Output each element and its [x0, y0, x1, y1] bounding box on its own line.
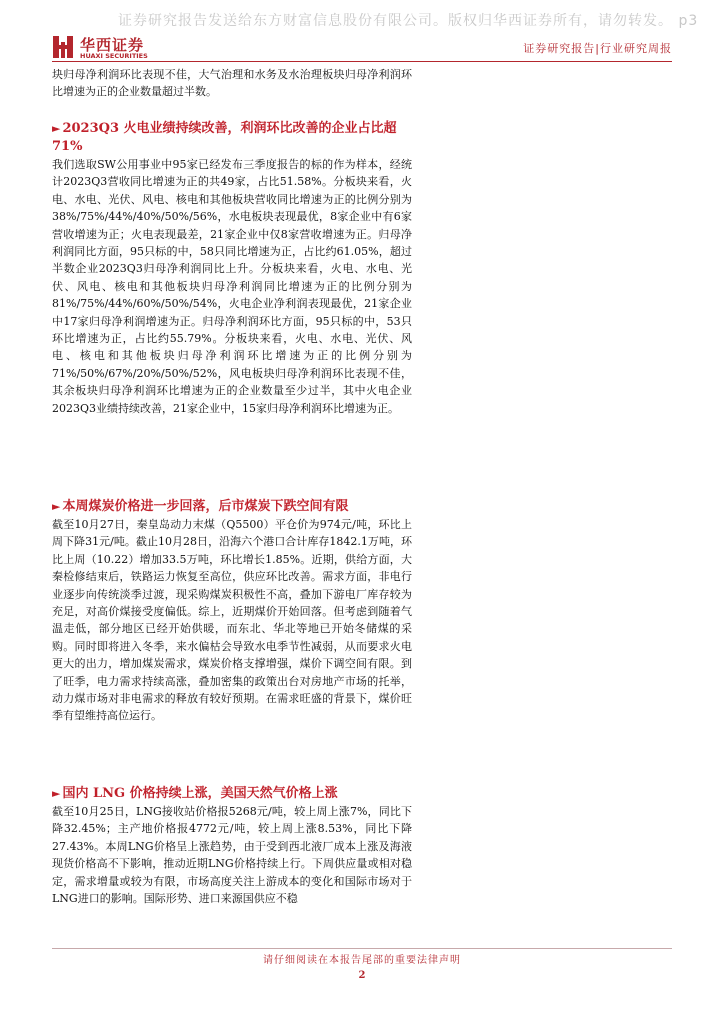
- watermark-text: 证券研究报告发送给东方财富信息股份有限公司。版权归华西证券所有，请勿转发。 p3: [118, 13, 699, 29]
- report-type-label: 证券研究报告|行业研究周报: [523, 42, 672, 55]
- company-logo: [52, 34, 182, 62]
- section-body: 截至10月25日，LNG接收站价格报5268元/吨，较上周上涨7%，同比下降32.45%；主产地价格报4772元/吨，较上周上涨8.53%，同比下降27.43%。本周LNG价格呈上涨趋势，由于受到西北液厂成本上涨及海液现货价格高不下影响，推动近期LNG价格持续上行。下周供应量或相对稳定，需求增量或较为有限，市场高度关注上游成本的变化和国际市场对于LNG进口的影响。国际形势、进口来源国供应不稳: [52, 805, 412, 906]
- section-coal-price: [52, 498, 412, 725]
- section-heading: [52, 498, 412, 516]
- section-body: 截至10月27日，秦皇岛动力末煤（Q5500）平仓价为974元/吨，环比上周下降31元/吨。截止10月28日，沿海六个港口合计库存1842.1万吨，环比上周（10.22）增加33.5万吨，环比增长1.85%。近期，供给方面，大秦检修结束后，铁路运力恢复至高位，供应环比改善。需求方面，非电行业逐步向传统淡季过渡，现采购煤炭积极性不高，叠加下游电厂库存较为充足，对高价煤接受度偏低。综上，近期煤价开始回落。但考虑到随着气温走低，部分地区已经开始供暖，而东北、华北等地已开始冬储煤的采购。同时即将进入冬季，来水偏枯会导致水电季节性减弱，从而要求火电更大的出力，增加煤炭需求，煤炭价格支撑增强，煤价下调空间有限。到了旺季，电力需求持续高涨，叠加密集的政策出台对房地产市场的托举，动力煤市场对非电需求的释放有较好预期。在需求旺盛的背景下，煤价旺季有望维持高位运行。: [52, 518, 412, 723]
- section-lng-price: [52, 785, 412, 907]
- section-heading-text: 2023Q3 火电业绩持续改善，利润环比改善的企业占比超 71%: [52, 121, 397, 154]
- header-divider: [52, 61, 672, 62]
- section-heading-text: 国内 LNG 价格持续上涨，美国天然气价格上涨: [62, 786, 338, 801]
- legal-disclaimer: 请仔细阅读在本报告尾部的重要法律声明: [263, 955, 461, 966]
- section-power-results: [52, 120, 412, 417]
- triangle-bullet-icon: ►: [52, 787, 61, 800]
- section-heading: [52, 785, 412, 803]
- logo-text-en: HUAXI SECURITIES: [80, 52, 148, 60]
- triangle-bullet-icon: ►: [52, 500, 61, 513]
- triangle-bullet-icon: ►: [52, 122, 61, 135]
- huaxi-logo-icon: [52, 34, 74, 60]
- intro-paragraph-block: [52, 66, 412, 101]
- section-body: 我们选取SW公用事业中95家已经发布三季度报告的标的作为样本，经统计2023Q3营收同比增速为正的共49家，占比51.58%。分板块来看，火电、水电、光伏、风电、核电和其他板块营收同比增速为正的比例分别为38%/75%/44%/40%/50%/56%，水电板块表现最优，8家企业中有6家营收增速为正；火电表现最差，21家企业中仅8家营收增速为正。归母净利润同比方面，95只标的中，58只同比增速为正，占比约61.05%，超过半数企业2023Q3归母净利润同比上升。分板块来看，火电、水电、光伏、风电、核电和其他板块归母净利润同比增速为正的比例分别为81%/75%/44%/60%/50%/54%，火电企业净利润表现最优，21家企业中17家归母净利润增速为正。归母净利润环比方面，95只标的中，53只环比增速为正，占比约55.79%。分板块来看，火电、水电、光伏、风电、核电和其他板块归母净利润环比增速为正的比例分别为71%/50%/67%/20%/50%/52%，风电板块归母净利润环比表现不佳，其余板块归母净利润环比增速为正的企业数量至少过半，其中火电企业2023Q3业绩持续改善，21家企业中，15家归母净利润环比增速为正。: [52, 158, 412, 415]
- footer-divider: [52, 948, 672, 949]
- intro-paragraph: 块归母净利润环比表现不佳，大气治理和水务及水治理板块归母净利润环比增速为正的企业数量超过半数。: [52, 68, 412, 99]
- section-heading-text: 本周煤炭价格进一步回落，后市煤炭下跌空间有限: [62, 499, 349, 514]
- section-heading: [52, 120, 412, 156]
- page-number: 2: [358, 970, 366, 981]
- logo-text-cn: 华西证券: [80, 36, 145, 54]
